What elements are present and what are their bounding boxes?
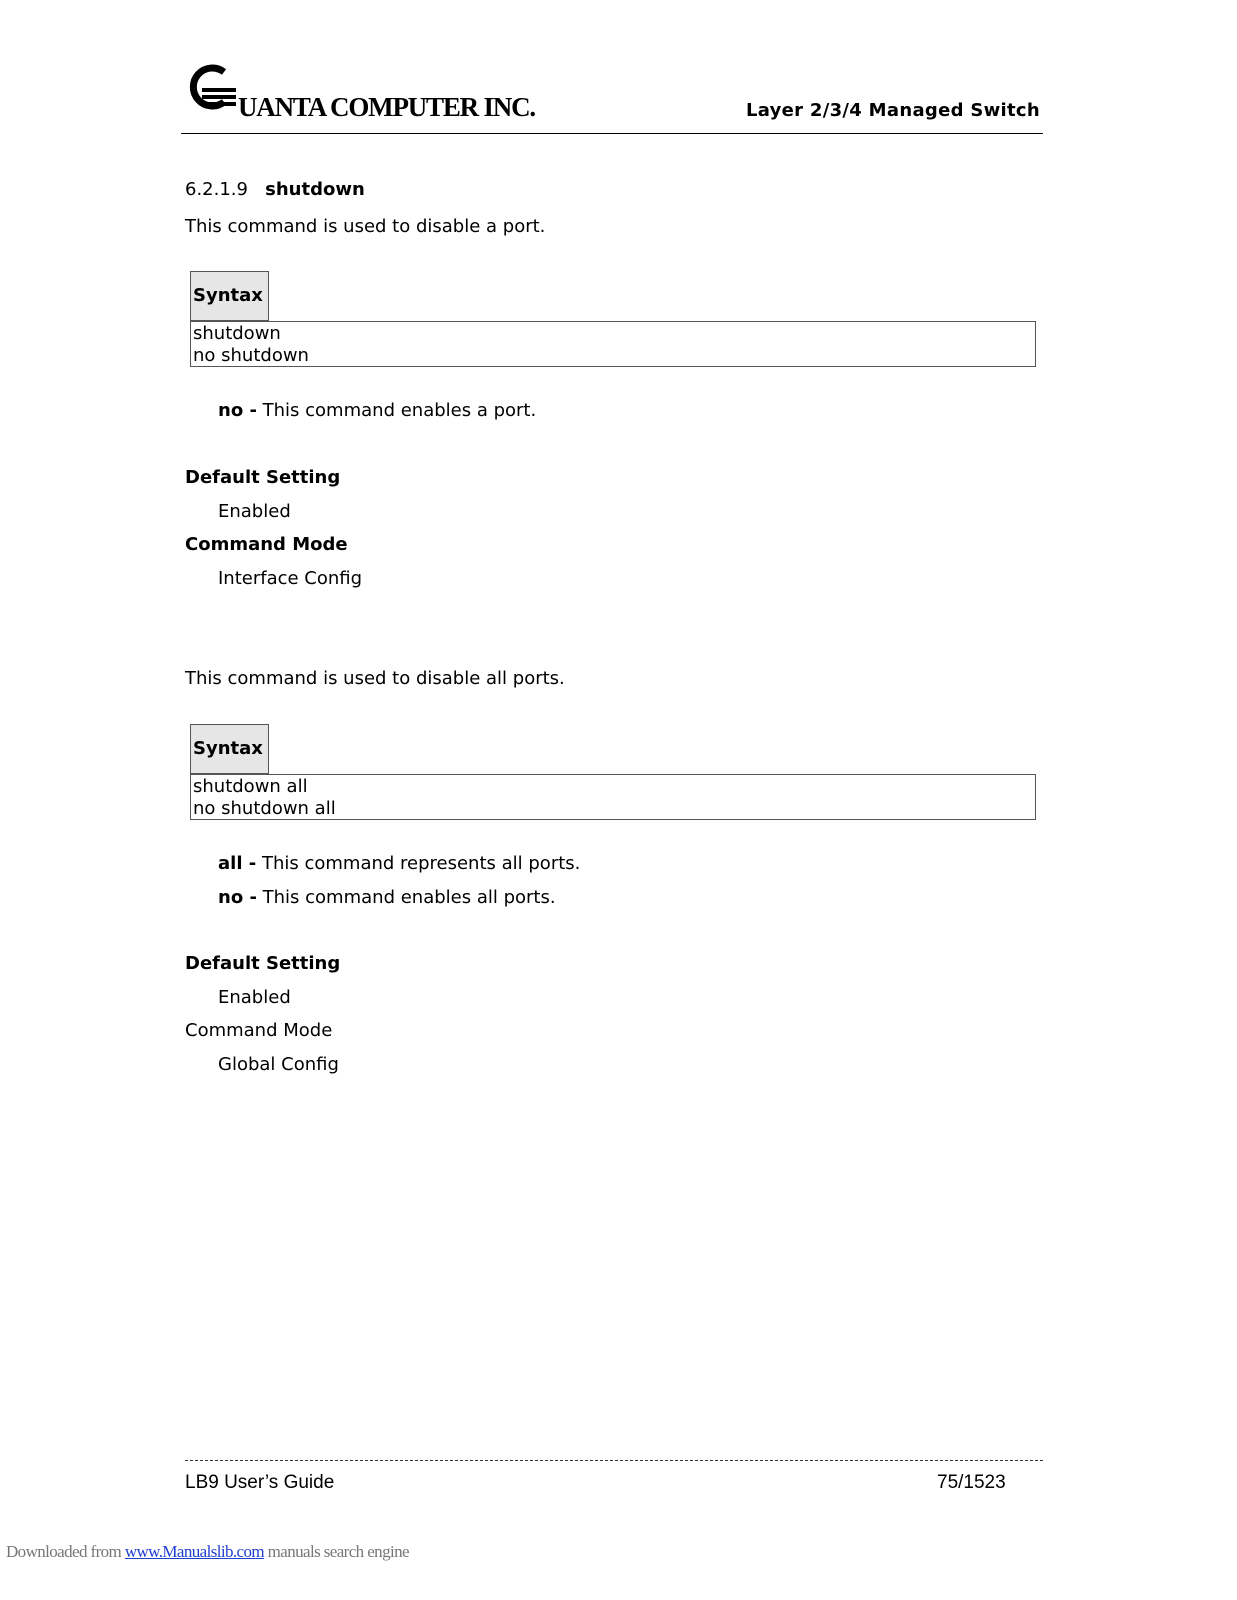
section2-param-all [218,853,580,874]
section2-syntax-box [190,774,1036,820]
download-suffix: manuals search engine [264,1542,409,1561]
section1-syntax-label [190,271,269,321]
section1-description: This command is used to disable a port. [185,216,546,237]
section2-default-heading: Default Setting [185,953,341,974]
download-notice [6,1542,409,1562]
footer-guide-name: LB9 User’s Guide [185,1472,335,1493]
section2-mode-value: Global Config [218,1054,339,1075]
section1-syntax-box [190,321,1036,367]
document-title: Layer 2/3/4 Managed Switch [745,100,1040,121]
syntax-line: shutdown all [193,776,308,797]
section2-syntax-label [190,724,269,774]
section2-default-value: Enabled [218,987,291,1008]
section1-default-heading: Default Setting [185,467,341,488]
company-logo [186,62,606,122]
logo-text: UANTA COMPUTER INC. [238,92,535,122]
section1-param-no [218,400,536,421]
syntax-line: shutdown [193,323,281,344]
section1-mode-heading: Command Mode [185,534,348,555]
syntax-label-text: Syntax [193,738,263,759]
param-term: no - [218,887,257,908]
param-term: all - [218,853,257,874]
param-text: This command enables a port. [256,400,537,421]
section2-param-no [218,887,556,908]
section1-default-value: Enabled [218,501,291,522]
header-divider [181,133,1043,134]
param-term: no - [218,400,257,421]
footer-divider [185,1460,1043,1461]
param-text: This command enables all ports. [256,887,556,908]
section-number: 6.2.1.9 [185,179,248,200]
syntax-label-text: Syntax [193,285,263,306]
syntax-line: no shutdown all [193,798,336,819]
download-prefix: Downloaded from [6,1542,125,1561]
quanta-q-icon [186,62,242,114]
manualslib-link[interactable]: www.Manualslib.com [124,1542,265,1561]
syntax-line: no shutdown [193,345,309,366]
section1-mode-value: Interface Config [218,568,363,589]
section2-mode-heading: Command Mode [185,1020,333,1041]
param-text: This command represents all ports. [256,853,581,874]
section-command: shutdown [265,179,365,200]
section-heading [185,179,365,200]
section2-description: This command is used to disable all ports. [185,668,565,689]
footer-page-number: 75/1523 [937,1472,1006,1493]
